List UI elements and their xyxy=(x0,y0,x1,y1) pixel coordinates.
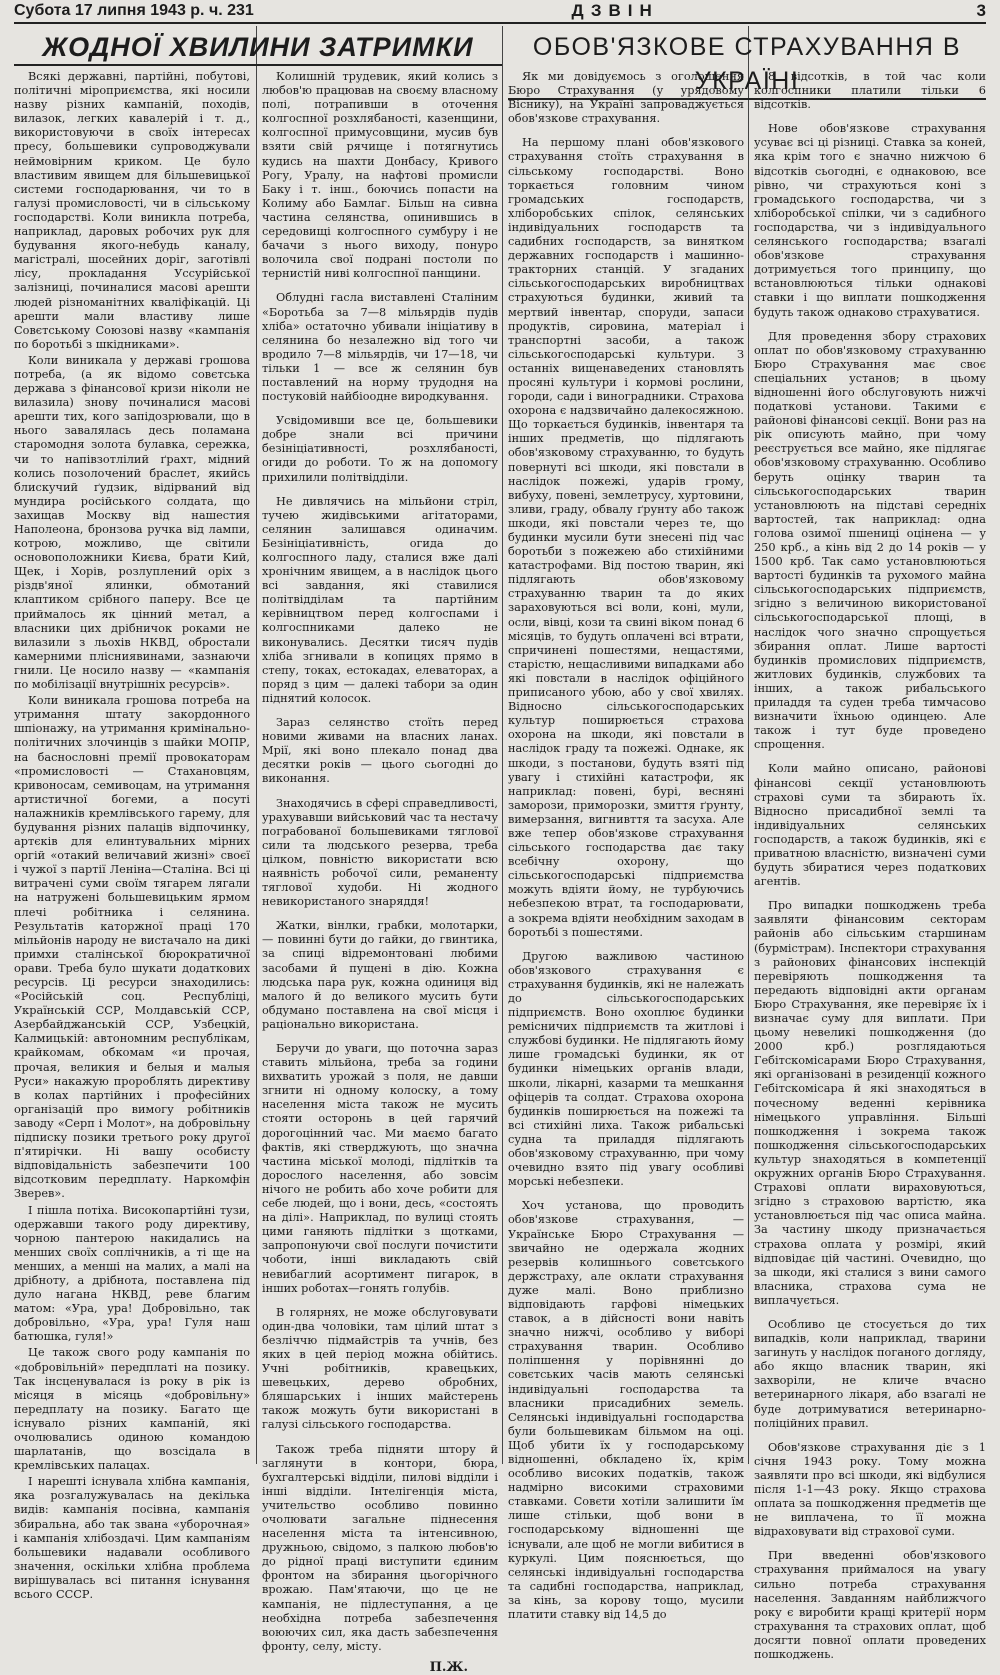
article-paragraph: Особливо це стосується до тих випадків, коли наприклад, тварини загинуть у наслідок поганого догляду, або якщо власник тварин, які захворіли, не кличе вчасно ветеринарного лікаря, або взагалі не буде дотримуватися ветеринарно-поліційних правил. xyxy=(754,1317,986,1430)
article-paragraph: Усвідомивши все це, большевики добре знали всі причини безініціативності, розхлябаності, огиди до роботи. То ж на допомогу прихилили політвідділи. xyxy=(262,414,498,484)
newspaper-name: ДЗВІН xyxy=(571,1,659,20)
page-number: 3 xyxy=(976,1,986,20)
article-paragraph: Коли виникала грошова потреба на утримання штату закордонного шпіонажу, на утримання кримінально-політичних злочинців з шайки МОПР, на баснословні премії провокаторам «промисловості — Стахановцям, кривоносам, семивоцам, на утримання артистичної богеми, а посуті налажників кремлівського гарему, для будування різних палаців відпочинку, артєків для елинтувальних мірних оргій «отакий величавий жизні» своєї і чужої з партії Леніна—Сталіна. Всі ці витрачені суми своїм тягарем лягали на натружені большевицьким ярмом плечі робітника і селянина. Результатів каторжної праці 170 мільйонів народу не вистачало на дикі примхи сталінської бюрократичної орави. Треба було шукати додаткових ресурсів. Ці ресурси знаходились: «Російській соц. Республіці, Українській ССР, Молдавській ССР, Азербайджанській ССР, Узбецкій, Калмицькій: автономним республікам, крайкомам, обкомам «и прочая, прочая, великия и белыя и малыя Руси» накажую пророблять директиву в колах партійних і професійних організацій про вимогу робітників заводу «Серп і Молот», на добровільну підписку позики третього року другої п'ятирічки. Ні вашу особисту відповідальність забезпечити 100 відсотковим передплату. Наркомфін Зверев». xyxy=(14,694,250,1201)
article1-column-2 xyxy=(262,70,498,1675)
article-paragraph: Знаходячись в сфері справедливості, урахувавши вийськовий час та нестачу пограбованої большевиками тяглової сили та людського резерва, треба цілком, повністю використати всю наявність робочої сили, реманенту тяглової худоби. Ні жодного невикористаного знаряддя! xyxy=(262,796,498,909)
article-paragraph: Облудні гасла виставлені Сталіним «Боротьба за 7—8 мільярдів пудів хліба» остаточно убивали ініціативу в селянина бо незалежно від того чи вродило 7—8 мільярдів, чи 17—18, чи тільки 1 — все ж селянин був поставлений на норму трудодня на постуковій найбіоодне виродкування. xyxy=(262,291,498,404)
article-paragraph: Зараз селянство стоїть перед новими живами на власних ланах. Мрії, які воно плекало понад два десятки років — цього сьогодні до виконання. xyxy=(262,716,498,786)
article-paragraph: Колишній трудевик, який колись з любов'ю працював на своєму власному полі, потрапивши в оточення колгоспної розхлябаності, казенщини, колгоспної примусовщини, мусив був взяти свій рячище і потягнутись кудись на шахти Донбасу, Кривого Рогу, Уралу, на нафтові промисли Баку і т. інш., боючись попасти на Колиму або Бамлаг. Більш на сивна частина селянства, опинившись в середовищі колгоспного сумбуру і не бачачи з нього виходу, понуро волочила свої подрані постоли по тернистій ниві колгоспної панщини. xyxy=(262,70,498,281)
article-paragraph: І пішла потіха. Високопартійні тузи, одержавши такого роду директиву, чорною пантерою накидались на менших своїх соплічників, а ті ще на менших, а менші на малих, а малі на дрібноту, а дрібнота, поставлена під дуло нагана НКВД, реве благим матом: «Ура, ура! Добровільно, так добровільно, «Ура, ура! Гуля наш батюшка, гуля!» xyxy=(14,1203,250,1344)
article-paragraph: При введенні обов'язкового страхування приймалося на увагу сильно потреба страхування населення. Завданням найближчого року є виробити кращі критерії норм страхування та страхових оплат, щоб досягти повної оплати проведених пошкоджень. xyxy=(754,1549,986,1662)
article-paragraph: Хоч установа, що проводить обов'язкове страхування, — Українське Бюро Страхування — звичайно не одержала жодних резервів колишнього совєтського держстраху, але оклати страхування дуже малі. Воно приблизно відповідають гарфові німецьких ставок, а в дійсності вони навіть значно нижчі, особливо у виборі страхування тварин. Особливо поліпшення у порівнянні до совєтських часів мають селянські індивідуальні господарства та власники присадибних земель. Селянські індивідуальні господарства були большевикам більмом на оці. Щоб убити їх у господарському відношенні, обкладено їх, крім особливо високих податків, також надмірно високими страховими ставками. Совєти хотіли залишити їм лише стільки, щоб вони в господарському відношенні ще існували, але щоб не могли вибитися в куркулі. Цим пояснюється, що селянські індивідуальні господарства та садибні господарства, наприклад, за кінь, за корову тощо, мусили платити ставку від 14,5 до xyxy=(508,1199,744,1622)
article-paragraph: На першому плані обов'язкового страхування стоїть страхування в сільському господарстві. Воно торкається головним чином громадських господарств, хліборобських спілок, селянських індивідуальних господарств та садибних господарств, за винятком державних господарств і машинно-тракторних станцій. У згаданих сільськогосподарських виробництвах страхуються будинки, живий та мертвий інвентар, споруди, запаси продуктів, сировина, матеріал і транспортні засоби, а також сільськогосподарські культури. З останніх вищенаведених становлять просяні культури і кормові рослини, городи, сади і виноградники. Страхова охорона є надзвичайно далекосяжною. Що торкається будинків, інвентаря та інших предметів, що підлягають обов'язковому страхуванню, то будуть повернуті всі шкоди, які повстали в наслідок пожежі, ударів грому, вибуху, повені, землетрусу, хуртовини, зливи, граду, обвалу ґрунту або також шкоди, які повстали через те, що будинки мусили бути знесені під час боротьби з пожежею або стихійними катастрофами. Від постою тварин, які підлягають обов'язковому страхуванню тварин та до яких зараховуються всі воли, коні, мули, осли, вівці, кози та свині віком понад 6 місяців, то будуть оплачені всі втрати, спричинені пошестями, нещастями, старістю, нещасливими випадками або які повстали в наслідок офіційного приписаного убою, або у свої хвилях. Відносно сільськогосподарських культур поширюється страхова охорона на шкоди, які повстали в наслідок граду та пожежі. Однаке, як шкоди, з постанови, будуть взяті під увагу і стихійні катастрофи, як наприклад: повені, бурі, весняні заморози, приморозки, змиття ґрунту, вимерзання, вигнивття та засуха. Але вже тепер обов'язкове страхування сільського господарства дає таку всебічну охорону, що сільськогосподарські підприємства можуть вдіяти йому, не турбуючись небезпекою втрат, та господарювати, а зокрема вдіяти необхідним заходам в боротьбі з пошестями. xyxy=(508,136,744,939)
article-paragraph: Коли майно описано, районові фінансові секції установлюють страхові суми та збирають їх. Відносно присадибної землі та індивідуальних селянських господарств, а також будинків, які є приватною власністю, визначені суми будуть збиратися через податкових агентів. xyxy=(754,762,986,889)
article1-header xyxy=(14,28,502,68)
column-divider xyxy=(502,26,503,1464)
author-signature: П.Ж. xyxy=(429,1659,468,1675)
article2-column-1 xyxy=(508,70,744,1622)
issue-date: Субота 17 липня 1943 р. ч. 231 xyxy=(14,2,254,19)
article-paragraph: В голярнях, не може обслуговувати один-два чоловіки, там цілий штат з безліччю підмайстрів та учнів, без яких в цей період можна обійтись. Учні робітників, кравецьких, шевецьких, дерево обробних, бляшарських і інших майстерень також можуть бути використані в галузі сільського господарства. xyxy=(262,1305,498,1432)
column-divider xyxy=(748,26,749,1464)
article2-title: ОБОВ'ЯЗКОВЕ СТРАХУВАННЯ В УКРАЇНІ xyxy=(508,30,986,100)
article-paragraph: Обов'язкове страхування діє з 1 січня 1943 року. Тому можна заявляти про всі шкоди, які відбулися після 1-1—43 року. Якщо страхова оплата за пошкодження предметів ще не виплачена, то її можна відраховувати від страхової суми. xyxy=(754,1440,986,1539)
article-paragraph: Про випадки пошкоджень треба заявляти фінансовим секторам районів або сільським старшинам (бурмістрам). Інспектори страхування з районових фінансових інспекцій перевіряють пошкодження та передають відповідні акти органам Бюро Страхування, яке перевіряє їх і визначає суму для виплати. При цьому невеликі пошкодження (до 2000 крб.) розглядаються Гебітскомісарами Бюро Страхування, які організовані в резиденції кожного Гебітскомісара й які знаходяться в почесному веденні керівника німецького управління. Більші пошкодження і зокрема також пошкодження сільськогосподарських культур знаходяться в компетенції окружних органів Бюро Страхування. Страхові оплати вираховуються, згідно з страховою вартістю, яка установлюється під час описа майна. За частину шкоду призначається страхова оплата у розмірі, який відповідає цій частині. Очевидно, що за шкоди, які сталися з вини самого власника, страхова сума не виплачується. xyxy=(754,899,986,1307)
article-paragraph: Другою важливою частиною обов'язкового страхування є страхування будинків, які не належать до сільськогосподарських підприємств. Воно охоплює будинки ремісничих підприємств та житлові і службові будинки. Не підлягають йому лише громадські будинки, як от будинки німецьких органів влади, школи, лікарні, казарми та мешкання офіцерів та солдат. Страхова охорона будинків поширюється на пожежі та всі стихійні лиха. Також рибальські судна та приладдя підлягають обов'язковому страхуванню, при чому очевидно взято під увагу особливі морські небезпеки. xyxy=(508,949,744,1189)
article-paragraph: Для проведення збору страхових оплат по обов'язковому страхуванню Бюро Страхування має своє спеціальних установ; в цьому відношенні його обслуговують нижчі податкові установи. Такими є районові фінансові секції. Вони раз на рік описують майно, при чому реєструється все майно, яке підлягає обов'язковому страхуванню. Особливо беруть оцінку тварин та сільськогосподарських тварин установлюють на підставі середніх вартостей, так наприклад: одна голова озимої пшениці оцінена — у 250 крб., а кінь від 2 до 14 років — у 1500 крб. Так само установлюються вартості будинків та рухомого майна сільськогосподарських підприємств, згідно з величиною використованої сільськогосподарської площі, в наслідок чого значно спрощується збирання оплат. Лише вартості будинків промислових підприємств, житлових будинків, службових та інших, а також рибальського приладдя та суден треба тимчасово визначити їхньою одинцею. Але також і тут буде проведено спрощення. xyxy=(754,329,986,752)
article1-column-1 xyxy=(14,70,250,1602)
article-paragraph: Це також свого роду кампанія по «добровільній» передплаті на позику. Так інсценувалася із року в рік із місяця в місяць «добровільну» передплату на позику. Багато ще існувало різних кампаній, які очолювались одиною командою шарлатанів, що возсідала в кремлівських палацах. xyxy=(14,1346,250,1473)
article-paragraph: Не дивлячись на мільйони стріл, тучею жидівськими агітаторами, селянин залишався одиначим. Безініціативність, огида до колгоспного ладу, сталися вже далі хронічним явищем, а в наслідок цього всі завдання, які ставилися політвідділам та партійним керівництвом перед колгоспами і колгоспниками далеко не виконувались. Десятки тисяч пудів хліба згнивали в копицях прямо в степу, токах, естокадах, елеваторах, а поряд з цим — далекі табори за один піднятий колосок. xyxy=(262,494,498,705)
article-paragraph: Також треба підняти штору й заглянути в контори, бюра, бухгалтерські відділи, пилові відділи і інші відділи. Інтелігенція міста, учительство особливо повинно очолювати загальне піднесення населення міста та інтенсивною, дружньою, свідомо, з палкою любов'ю до рідної праці виступити єдиним фронтом на збирання цьогорічного врожаю. Пам'ятаючи, що це не кампанія, не підлеступання, а це необхідна потреба забезпечення воюючих сил, яка дасть забезпечення фронту, селу, місту. xyxy=(262,1442,498,1653)
article-paragraph: Беручи до уваги, що поточна зараз ставить мільйона, треба за години вихватить урожай з поля, не давши згнити ні одному колоску, а тому населення міста також не мусить стояти осторонь в цей гарячий дорогоцінний час. Ми маємо багато фактів, які стверджують, що значна частина міської молоді, підлітків та дорослого населення, або зовсім нічого не робить або хоче робити для себе людей, що і вони, десь, «состоять на ділі». Наприклад, по вулиці стоять цими ганяють підлітки з щотками, запропонуючи свої послуги почистити чоботи, інші викладають свій невибаглий асортимент пигарок, в інших роботах—гонять голубів. xyxy=(262,1042,498,1295)
masthead-rule xyxy=(14,22,986,24)
article-paragraph: Коли виникала у державі грошова потреба, (а як відомо совєтська держава з фінансової кризи ніколи не вилазила) знову починалися масові арешти тих, кого запідозрювали, що в нього завалялась десь поламана старомодня золота булавка, сережка, чи то напівзотлілий ґрахт, мідний колись позолочений браслет, якийсь блискучий ґудзик, відірваний від мундира російського солдата, що захищав Москву від нашестия Наполеона, бронзова ручка від лампи, котрою, можливо, ще світили основоположники Києва, брати Кий, Щек, і Хорів, розлуплений оріх з різдв'яної ялинки, обмотаний клаптиком срібного паперу. Все це приймалось як цінний метал, а власники цих дрібничок роками не вилазили з льохів НКВД, обростали камерними плісниявинами, зазнаючи гнили. Це носило назву — «кампанія по мобілізації внутрішніх ресурсів». xyxy=(14,353,250,692)
article-paragraph: Жатки, вінлки, грабки, молотарки, — повинні бути до гайки, до гвинтика, за спиці відремонтовані любими засобами й пущені в дію. Кожна людська пара рук, кожна одиниця від малого й до великого мусить бути обдумано поставлена на свої місця і раціонально використана. xyxy=(262,919,498,1031)
article-paragraph: Як ми довідуємось з оголошення Бюро Страхування (у урядовому Віснику), на Україні запроваджується обов'язкове страхування. xyxy=(508,70,744,126)
article-paragraph: Всякі державні, партійні, побутові, політичні мірoприємства, які носили назву різних кампаній, походів, вилазок, легких кавалерій і т. д., використовуючи в своїх інтересах пресу, большевики супроводжували неймовірним криком. Це було властивим явищем для більшевицької системи господарювання, чи то в галузі промисловості, чи в сільському господарстві. Коли виникла потреба, наприклад, даровых робочих рук для будування якого-небудь каналу, магістралі, шосейних доріг, заготівлі лісу, прокладання Уссурійської залізниці, починалися масові арешти людей різноманітних кваліфікацій. Ці арешти мали властиву лише Совєтському Союзові назву «кампанія по боротьбі з шкідниками». xyxy=(14,70,250,351)
article-paragraph: Нове обов'язкове страхування усуває всі ці різниці. Ставка за коней, яка крім того є значно нижчою 6 відсотків сьогодні, є однаковою, все рівно, чи страхуються коні з громадського господарства, чи з хліборобської спілки, чи з садибного господарства, чи з індивідуального селянського господарства; взагалі обов'язкове страхування дотримується того принципу, що встановлюються тільки однакові ставки і що виплати пошкодження будуть також однаково страхуватися. xyxy=(754,122,986,319)
article-paragraph: І нарешті існувала хлібна кампанія, яка розгалужувалась на декілька видів: кампанія посівна, кампанія збиральна, або так звана «уборочная» і кампанія хлібоздачі. Цим кампаніям большевики надавали особливого значення, оскільки хлібна проблема вирішувалась всі питання існування всього СССР. xyxy=(14,1475,250,1602)
article2-column-2 xyxy=(754,70,986,1662)
masthead xyxy=(14,0,986,22)
article1-title: ЖОДНОЇ ХВИЛИНИ ЗАТРИМКИ xyxy=(14,30,502,66)
column-divider xyxy=(256,26,257,1464)
article-paragraph: 8 відсотків, в той час коли колгоспники платили тільки 6 відсотків. xyxy=(754,70,986,112)
